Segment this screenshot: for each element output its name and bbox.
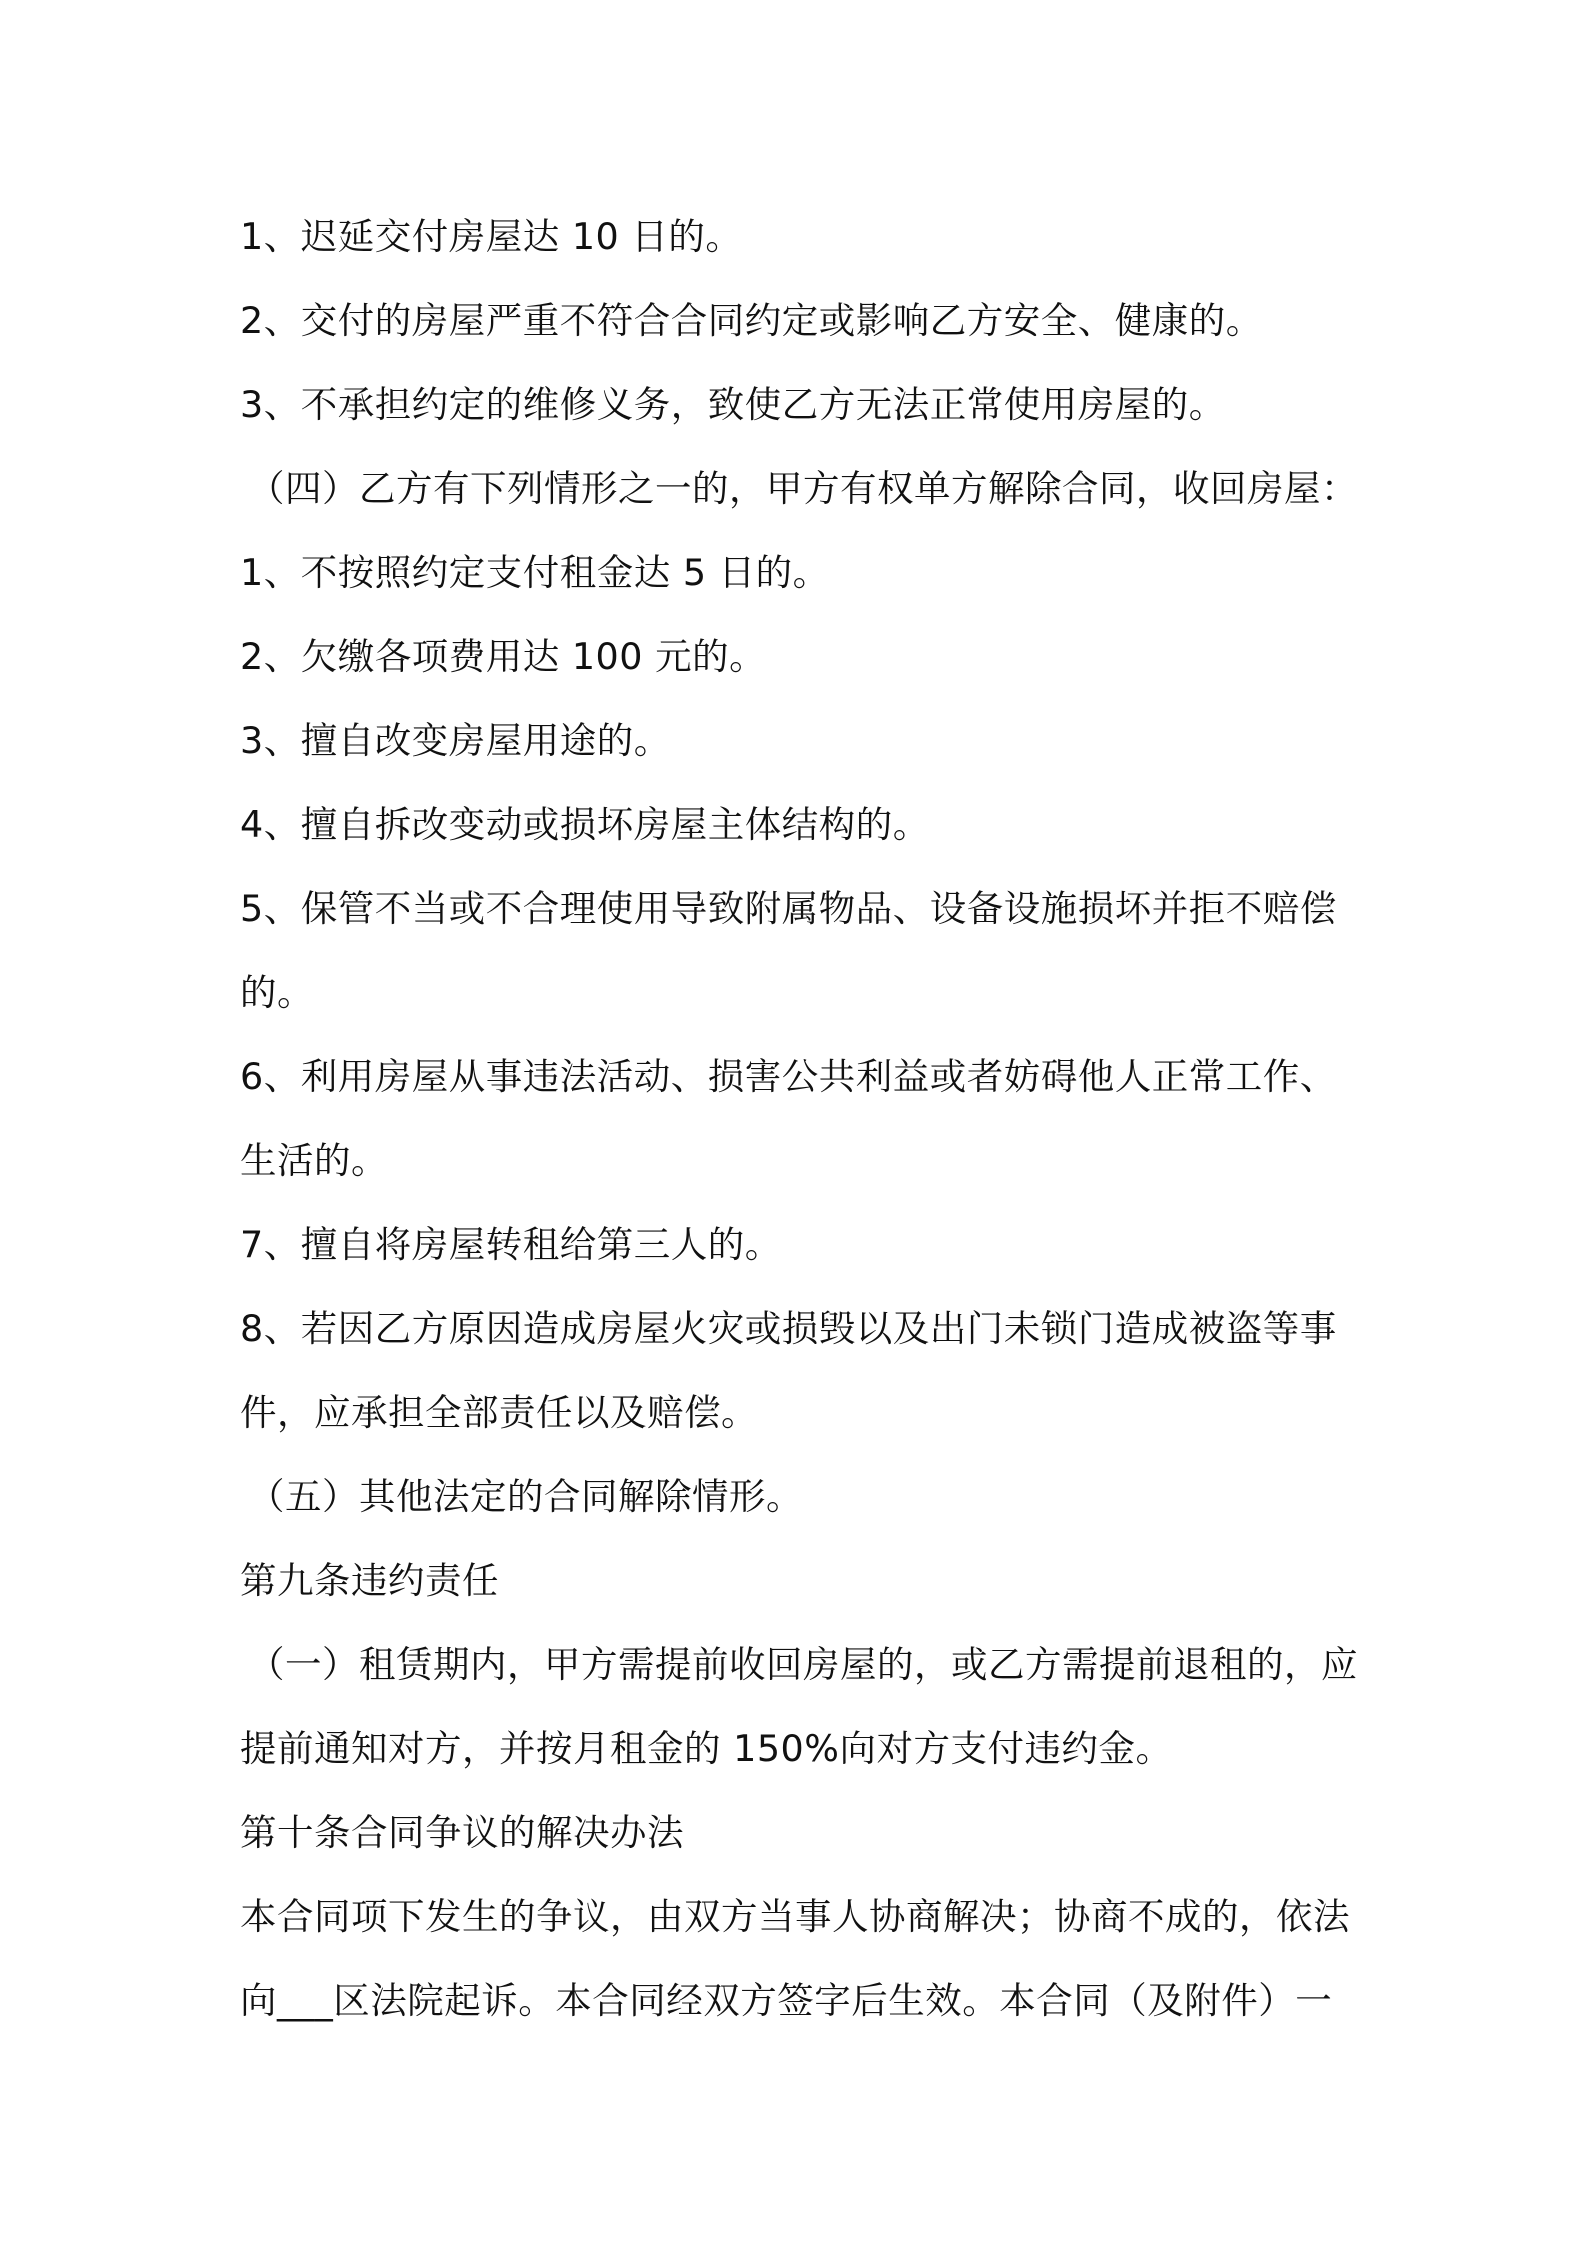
clause-line-4: 1、不按照约定支付租金达 5 日的。 xyxy=(240,551,830,594)
clause-line-3: 3、不承担约定的维修义务，致使乙方无法正常使用房屋的。 xyxy=(240,383,1226,426)
clause-line-9-cont: 生活的。 xyxy=(240,1139,388,1182)
article-ten-body-2: 向___区法院起诉。本合同经双方签字后生效。本合同（及附件）一 xyxy=(240,1979,1333,2022)
clause-line-9: 6、利用房屋从事违法活动、损害公共利益或者妨碍他人正常工作、 xyxy=(240,1055,1337,1098)
article-nine-title: 第九条违约责任 xyxy=(240,1559,499,1602)
document-body xyxy=(240,195,1360,2043)
clause-line-8-cont: 的。 xyxy=(240,971,314,1014)
article-nine-clause-1-cont: 提前通知对方，并按月租金的 150%向对方支付违约金。 xyxy=(240,1727,1173,1770)
article-ten-body-1: 本合同项下发生的争议，由双方当事人协商解决；协商不成的，依法 xyxy=(240,1895,1350,1938)
clause-line-5: 2、欠缴各项费用达 100 元的。 xyxy=(240,635,767,678)
clause-line-6: 3、擅自改变房屋用途的。 xyxy=(240,719,671,762)
clause-line-1: 1、迟延交付房屋达 10 日的。 xyxy=(240,215,743,258)
clause-line-11-cont: 件，应承担全部责任以及赔偿。 xyxy=(240,1391,758,1434)
section-heading-four: （四）乙方有下列情形之一的，甲方有权单方解除合同，收回房屋： xyxy=(248,467,1358,510)
clause-line-2: 2、交付的房屋严重不符合合同约定或影响乙方安全、健康的。 xyxy=(240,299,1263,342)
article-nine-clause-1: （一）租赁期内，甲方需提前收回房屋的，或乙方需提前退租的，应 xyxy=(248,1643,1358,1686)
section-heading-five: （五）其他法定的合同解除情形。 xyxy=(248,1475,803,1518)
clause-line-8: 5、保管不当或不合理使用导致附属物品、设备设施损坏并拒不赔偿 xyxy=(240,887,1337,930)
clause-line-11: 8、若因乙方原因造成房屋火灾或损毁以及出门未锁门造成被盗等事 xyxy=(240,1307,1337,1350)
article-ten-title: 第十条合同争议的解决办法 xyxy=(240,1811,684,1854)
clause-line-7: 4、擅自拆改变动或损坏房屋主体结构的。 xyxy=(240,803,930,846)
clause-line-10: 7、擅自将房屋转租给第三人的。 xyxy=(240,1223,782,1266)
